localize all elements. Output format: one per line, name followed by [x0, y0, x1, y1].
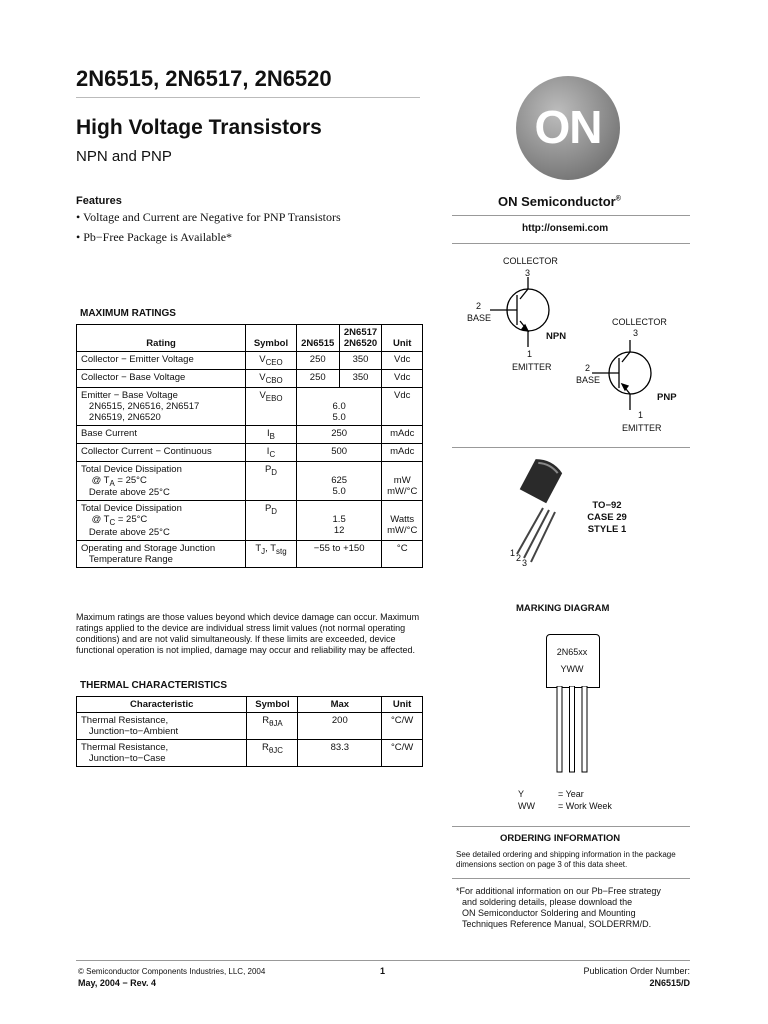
- col-unit: Unit: [382, 697, 423, 713]
- feature-item-text: Voltage and Current are Negative for PNP Transistors: [82, 210, 341, 224]
- thermal-table: [76, 696, 423, 767]
- table-row: [77, 740, 423, 767]
- legend-y-desc: = Year: [558, 789, 584, 799]
- value-cell: 6.0 5.0: [296, 387, 382, 425]
- symbol-cell: $P_D$: [246, 461, 297, 501]
- value-cell: 500: [296, 443, 382, 461]
- feature-item-text: Pb−Free Package is Available*: [83, 230, 233, 244]
- divider: [452, 447, 690, 448]
- divider: [452, 243, 690, 244]
- feature-item: • Pb−Free Package is Available*: [76, 230, 233, 244]
- unit-cell: mAdc: [382, 425, 423, 443]
- npn-collector-label: COLLECTOR: [503, 256, 558, 266]
- unit-cell: mW mW/°C: [382, 461, 423, 501]
- pnp-symbol-icon: [592, 340, 651, 410]
- value-cell: 250: [296, 425, 382, 443]
- col-2n6517-2n6520: 2N6517 2N6520: [339, 325, 382, 352]
- marking-package: [546, 634, 600, 688]
- npn-base-pin: 2: [476, 301, 482, 311]
- ordering-heading: ORDERING INFORMATION: [500, 833, 621, 844]
- table-row: [77, 541, 423, 568]
- col-symbol: Symbol: [247, 697, 298, 713]
- divider: [452, 878, 690, 879]
- table-row: [77, 369, 423, 387]
- value-cell: 1.5 12: [296, 501, 382, 541]
- unit-cell: Vdc: [382, 369, 423, 387]
- unit-cell: °C/W: [382, 740, 423, 767]
- symbol-cell: $V_{CEO}$: [246, 352, 297, 370]
- thermal-heading: THERMAL CHARACTERISTICS: [80, 680, 228, 691]
- npn-base-label: BASE: [467, 313, 492, 323]
- website-link[interactable]: http://onsemi.com: [522, 223, 609, 234]
- characteristic-cell: Thermal Resistance, Junction−to−Ambient: [77, 713, 247, 740]
- symbol-cell: $V_{EBO}$: [246, 387, 297, 425]
- pub-number: 2N6515/D: [649, 978, 690, 988]
- npn-collector-pin: 3: [525, 268, 531, 278]
- unit-cell: Vdc: [382, 387, 423, 425]
- value-cell: 350: [339, 369, 382, 387]
- table-row: [77, 713, 423, 740]
- col-symbol: Symbol: [246, 325, 297, 352]
- col-characteristic: Characteristic: [77, 697, 247, 713]
- pkg-pin-3: 3: [522, 558, 528, 568]
- marking-line1: 2N65xx: [556, 647, 588, 657]
- page-title: High Voltage Transistors: [76, 116, 322, 139]
- max-ratings-note: Maximum ratings are those values beyond which device damage can occur. Maximum ratings applied to the device are individual stress limit values (not normal operating conditions) and are not valid simultaneously. If these limits are exceeded, device functional operation is not implied, damage may occur and reliability may be affected.: [76, 612, 420, 655]
- symbol-cell: $R_{\theta JC}$: [247, 740, 298, 767]
- table-row: [77, 387, 423, 425]
- pnp-base-pin: 2: [585, 363, 591, 373]
- brand-name: ON Semiconductor®: [498, 194, 621, 209]
- pnp-emitter-pin: 1: [638, 410, 644, 420]
- value-cell: 250: [296, 352, 339, 370]
- symbol-cell: $I_C$: [246, 443, 297, 461]
- rating-cell: Total Device Dissipation @ $T_A = 25^\circ C$ Derate above 25°C: [77, 461, 246, 501]
- rating-cell: Collector − Emitter Voltage: [77, 352, 246, 370]
- part-numbers: 2N6515, 2N6517, 2N6520: [76, 66, 332, 91]
- table-row: [77, 352, 423, 370]
- rating-cell: Collector Current − Continuous: [77, 443, 246, 461]
- on-logo-text: ON: [534, 101, 602, 153]
- value-cell: 250: [296, 369, 339, 387]
- value-cell: 83.3: [298, 740, 382, 767]
- page-subtitle: NPN and PNP: [76, 148, 172, 165]
- marking-line2: YWW: [560, 664, 584, 674]
- legend-ww-desc: = Work Week: [558, 801, 612, 811]
- pnp-base-label: BASE: [576, 375, 601, 385]
- table-header-row: [77, 325, 423, 352]
- npn-type-label: NPN: [546, 331, 567, 342]
- ordering-text: See detailed ordering and shipping information in the package dimensions section on page 3 of this data sheet.: [456, 850, 676, 869]
- divider: [452, 826, 690, 827]
- to92-package-icon: [505, 458, 575, 568]
- col-max: Max: [298, 697, 382, 713]
- pkg-pin-1: 1: [510, 548, 516, 558]
- value-cell: −55 to +150: [296, 541, 382, 568]
- header-rule: [76, 97, 420, 98]
- max-ratings-heading: MAXIMUM RATINGS: [80, 308, 176, 319]
- rating-cell: Base Current: [77, 425, 246, 443]
- symbol-cell: $V_{CBO}$: [246, 369, 297, 387]
- max-ratings-table: [76, 324, 423, 568]
- table-row: [77, 443, 423, 461]
- table-row: [77, 425, 423, 443]
- pbfree-note: *For additional information on our Pb−Free strategy and soldering details, please download the ON Semiconductor Soldering and Mounting Techniques Reference Manual, SOLDERRM/D.: [456, 886, 661, 929]
- marking-leads-icon: [546, 686, 598, 774]
- divider: [452, 215, 690, 216]
- symbol-cell: $T_J$, $T_{stg}$: [246, 541, 297, 568]
- npn-emitter-label: EMITTER: [512, 362, 552, 372]
- symbol-cell: $I_B$: [246, 425, 297, 443]
- pkg-pin-2: 2: [516, 553, 522, 563]
- marking-heading: MARKING DIAGRAM: [516, 603, 610, 614]
- rating-cell: Collector − Base Voltage: [77, 369, 246, 387]
- pub-label: Publication Order Number:: [583, 966, 690, 976]
- rating-cell: Total Device Dissipation @ $T_C = 25^\circ C$ Derate above 25°C: [77, 501, 246, 541]
- unit-cell: Watts mW/°C: [382, 501, 423, 541]
- value-cell: 200: [298, 713, 382, 740]
- characteristic-cell: Thermal Resistance, Junction−to−Case: [77, 740, 247, 767]
- npn-emitter-pin: 1: [527, 349, 533, 359]
- value-cell: 350: [339, 352, 382, 370]
- package-line1: TO−92: [592, 500, 622, 511]
- table-row: [77, 501, 423, 541]
- package-line2: CASE 29: [587, 512, 627, 523]
- value-cell: 625 5.0: [296, 461, 382, 501]
- pnp-collector-pin: 3: [633, 328, 639, 338]
- symbol-cell: $R_{\theta JA}$: [247, 713, 298, 740]
- unit-cell: mAdc: [382, 443, 423, 461]
- npn-symbol-icon: [490, 277, 549, 347]
- pnp-type-label: PNP: [657, 392, 677, 403]
- unit-cell: °C/W: [382, 713, 423, 740]
- rating-cell: Operating and Storage Junction Temperature Range: [77, 541, 246, 568]
- footer-rule: [76, 960, 690, 961]
- table-row: [77, 461, 423, 501]
- col-rating: Rating: [77, 325, 246, 352]
- col-2n6515: 2N6515: [296, 325, 339, 352]
- legend-ww: WW: [518, 801, 535, 811]
- features-heading: Features: [76, 195, 122, 207]
- copyright: © Semiconductor Components Industries, LLC, 2004: [78, 967, 266, 976]
- col-unit: Unit: [382, 325, 423, 352]
- unit-cell: °C: [382, 541, 423, 568]
- page-number: 1: [380, 966, 386, 976]
- unit-cell: Vdc: [382, 352, 423, 370]
- package-line3: STYLE 1: [587, 524, 627, 535]
- pnp-emitter-label: EMITTER: [622, 423, 662, 433]
- symbol-cell: $P_D$: [246, 501, 297, 541]
- table-header-row: [77, 697, 423, 713]
- pnp-collector-label: COLLECTOR: [612, 317, 667, 327]
- revision-date: May, 2004 − Rev. 4: [78, 978, 156, 988]
- transistor-symbols: [470, 255, 690, 435]
- rating-cell: Emitter − Base Voltage 2N6515, 2N6516, 2N6517 2N6519, 2N6520: [77, 387, 246, 425]
- feature-item: • Voltage and Current are Negative for PNP Transistors: [76, 210, 341, 224]
- legend-y: Y: [518, 789, 525, 799]
